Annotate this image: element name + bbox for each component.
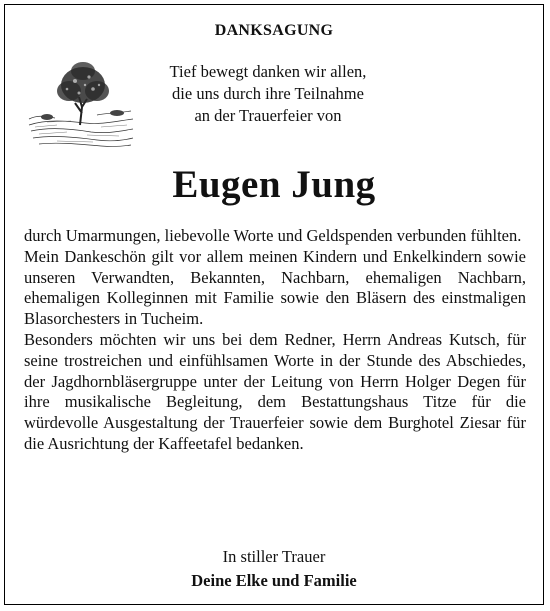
- body-paragraph: Besonders möchten wir uns bei dem Redner, Herrn Andreas Kutsch, für seine trostreichen und einfühlsamen Worte in der Stunde des Abschiedes, der Jagdhornbläsergruppe unter der Leitung von Herrn Holger Degen für ihre musikalische Begleitung, dem Bestattungshaus Titze für die würdevolle Ausgestaltung der Trauerfeier sowie dem Burghotel Ziesar für die Ausrichtung der Kaffeetafel bedanken.: [24, 329, 526, 453]
- intro-line: Tief bewegt danken wir allen,: [169, 62, 367, 81]
- notice-body: [24, 226, 526, 455]
- intro-line: die uns durch ihre Teilnahme: [172, 84, 364, 103]
- intro-text: [143, 61, 393, 127]
- signature: Deine Elke und Familie: [191, 571, 357, 590]
- notice-heading: DANKSAGUNG: [214, 22, 334, 39]
- body-paragraph: durch Umarmungen, liebevolle Worte und Geldspenden verbunden fühlten.: [24, 226, 522, 245]
- closing-line: In stiller Trauer: [222, 547, 326, 566]
- obituary-notice: [4, 4, 544, 605]
- body-paragraph: Mein Dankeschön gilt vor allem meinen Kindern und Enkelkindern sowie unseren Verwandten, Bekannten, Nachbarn, ehemaligen Nachbarn, ehemaligen Kolleginnen mit Familie sowie den Bläsern des einstmaligen Blasorchesters in Tucheim.: [24, 246, 526, 329]
- intro-line: an der Trauerfeier von: [194, 106, 342, 125]
- tree-landscape-icon: [27, 55, 135, 151]
- closing-block: [5, 545, 543, 593]
- deceased-name: Eugen Jung: [172, 163, 376, 206]
